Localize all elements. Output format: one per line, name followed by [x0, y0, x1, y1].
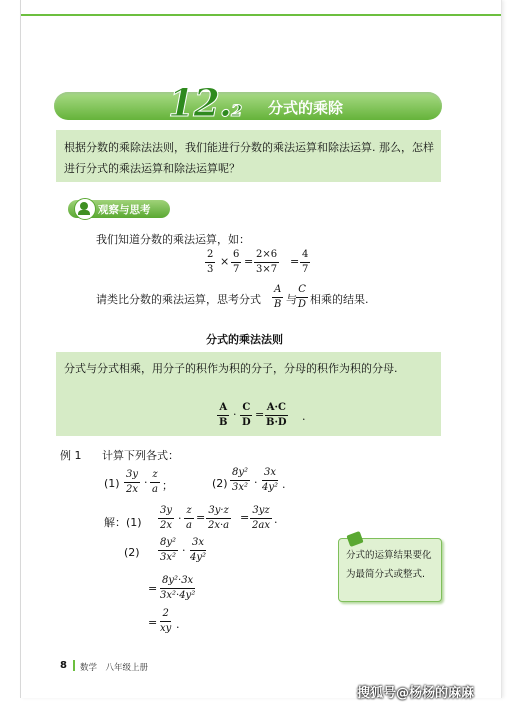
q1-sep: ； — [162, 479, 173, 492]
rule-fraction-A-B: $\frac{A}{B}$ — [219, 402, 228, 428]
s1-frac-3yz-2xa: $\frac{3y\cdot z}{2x\cdot a}$ — [208, 505, 230, 531]
rule-heading: 分式的乘法法则 — [206, 333, 283, 346]
rule-equals: = — [255, 408, 265, 421]
q2-label: (2) — [212, 477, 228, 490]
s2-frac-8y2-3x2: $\frac{\text{8y²}}{\text{3x²}}$ — [160, 537, 177, 563]
fraction-C-D: $\frac{C}{D}$ — [298, 284, 307, 310]
s1-eq2: = — [240, 511, 250, 524]
s2-period: . — [176, 618, 180, 631]
note-text: 分式的运算结果要化为最简分式或整式. — [346, 550, 432, 580]
fraction-2x6-3x7: $\frac{2\times 6}{3\times 7}$ — [256, 249, 278, 275]
s2-frac-3x-4y2: $\frac{3x}{\text{4y²}}$ — [190, 537, 207, 563]
s1-frac-3y-2x: $\frac{3y}{2x}$ — [160, 505, 173, 531]
q1-dot: · — [144, 476, 148, 489]
section-title: 分式的乘除 — [268, 99, 344, 117]
watermark: 搜狐号@杨杨的麻麻 — [357, 686, 475, 701]
rule-period: . — [302, 410, 306, 423]
s1-frac-3yz-2ax: $\frac{3yz}{2ax}$ — [252, 505, 270, 531]
q1-label: (1) — [104, 477, 120, 490]
fraction-6-7: $\frac{6}{7}$ — [233, 249, 240, 275]
q1-frac-z-a: $\frac{z}{a}$ — [152, 469, 158, 495]
analogy-text-pre: 请类比分数的乘法运算，思考分式 — [96, 293, 261, 306]
solution-label: 解：(1) — [104, 516, 142, 529]
part2-label: (2) — [124, 546, 140, 559]
q2-period: . — [282, 478, 286, 491]
s1-frac-z-a: $\frac{z}{a}$ — [186, 505, 192, 531]
page-number: 8 — [60, 660, 67, 671]
s2-eq2: = — [148, 616, 158, 629]
fraction-2-3: $\frac{2}{3}$ — [207, 249, 214, 275]
equals-sign: = — [244, 255, 254, 268]
q1-frac-3y-2x: $\frac{3y}{2x}$ — [126, 469, 139, 495]
s1-period: . — [274, 513, 278, 526]
times-sign: × — [220, 255, 230, 268]
dot-sign: · — [233, 408, 237, 421]
reader-icon — [74, 198, 96, 220]
known-line: 我们知道分数的乘法运算，如： — [96, 233, 250, 246]
q2-dot: · — [254, 476, 258, 489]
footer-divider — [73, 660, 75, 671]
analogy-and: 与 — [286, 293, 297, 306]
s2-frac-2-xy: $\frac{2}{xy}$ — [160, 608, 172, 634]
example-label: 例 1 — [60, 449, 82, 462]
s2-dot: · — [182, 544, 186, 557]
analogy-text-post: 相乘的结果. — [310, 293, 369, 306]
s2-frac-product: $\frac{\text{8y²·3x}}{\text{3x²·4y²}}$ — [160, 575, 196, 601]
fraction-4-7: $\frac{4}{7}$ — [302, 249, 309, 275]
rule-fraction-C-D: $\frac{C}{D}$ — [242, 402, 251, 428]
section-number: 12.2 — [168, 80, 242, 125]
q2-frac-3x-4y2: $\frac{3x}{\text{4y²}}$ — [262, 467, 279, 493]
observe-think-label: 观察与思考 — [98, 204, 151, 216]
s1-eq1: = — [196, 511, 206, 524]
fraction-A-B: $\frac{A}{B}$ — [274, 284, 282, 310]
q2-frac-8y2-3x2: $\frac{\text{8y²}}{\text{3x²}}$ — [232, 467, 249, 493]
section-title-banner — [54, 92, 442, 120]
rule-fraction-AC-BD: $\frac{A\cdot C}{B\cdot D}$ — [266, 402, 287, 428]
footer-book-title: 数学 八年级上册 — [80, 663, 149, 673]
example-prompt: 计算下列各式： — [102, 449, 179, 462]
rule-text: 分式与分式相乘，用分子的积作为积的分子，分母的积作为积的分母. — [64, 362, 398, 375]
intro-text: 根据分数的乘除法法则，我们能进行分数的乘法运算和除法运算. 那么，怎样进行分式的乘法运算和除法运算呢？ — [64, 141, 434, 175]
s1-dot: · — [178, 512, 182, 525]
s2-eq1: = — [148, 582, 158, 595]
top-border-line — [21, 14, 501, 16]
equals-sign-2: = — [290, 255, 300, 268]
